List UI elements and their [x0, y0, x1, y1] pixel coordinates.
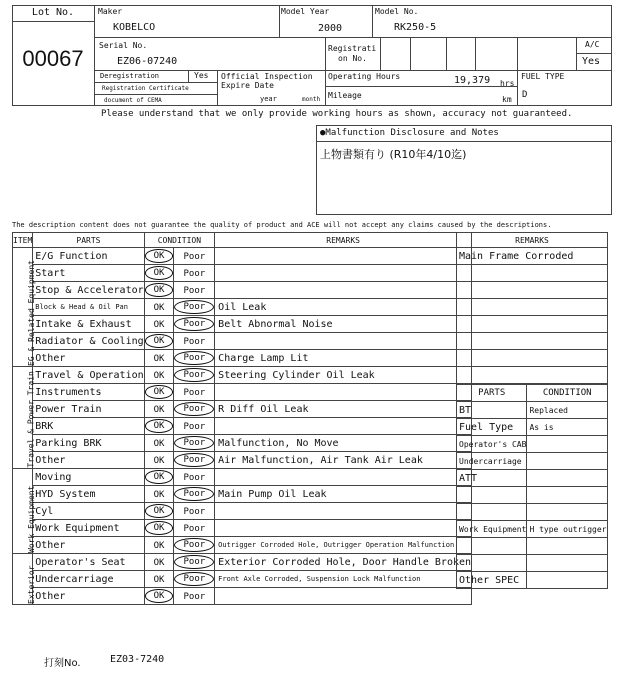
table-row: [13, 435, 472, 452]
table-row: [13, 367, 472, 384]
table-row: [13, 554, 472, 571]
ok-label: OK: [145, 249, 174, 263]
disclaimer-text: The description content does not guarantee the quality of product and ACE will not accept any claims caused by the descriptions.: [12, 221, 552, 229]
poor-label: Poor: [174, 453, 214, 467]
parts-cell: BT: [457, 402, 527, 419]
poor-label: Poor: [183, 523, 206, 534]
parts-cell: [457, 555, 527, 572]
parts-grid: [456, 384, 608, 589]
ok-label: OK: [153, 404, 165, 415]
ok-cell: [144, 418, 174, 435]
parts-row: [457, 538, 608, 555]
model-year-label: Model Year: [281, 7, 330, 16]
dereg-label: Deregistration: [100, 72, 160, 80]
ok-cell: [144, 469, 174, 486]
poor-label: Poor: [183, 506, 206, 517]
part-name: Other: [33, 537, 144, 554]
mileage-label: Mileage: [328, 91, 362, 100]
parts-cell: [457, 504, 527, 521]
remarks-cell: [457, 367, 608, 384]
remarks-row: [457, 248, 608, 265]
item-header: ITEM: [13, 233, 33, 248]
remarks-cell: [457, 333, 608, 350]
ok-cell: [144, 265, 174, 282]
remark-text: Main Pump Oil Leak: [215, 486, 472, 503]
table-row: [13, 588, 472, 605]
remarks-row: [457, 299, 608, 316]
ok-cell: [144, 384, 174, 401]
remark-text: [215, 384, 472, 401]
table-row: [13, 520, 472, 537]
remark-text: [215, 588, 472, 605]
ok-cell: [144, 554, 174, 571]
condition-cell: [527, 470, 608, 487]
poor-cell: [174, 486, 215, 503]
poor-label: Poor: [174, 317, 214, 331]
ok-label: OK: [153, 302, 165, 313]
ok-label: OK: [145, 419, 174, 433]
part-name: BRK: [33, 418, 144, 435]
poor-cell: [174, 452, 215, 469]
item-group: [13, 469, 36, 554]
poor-cell: [174, 282, 215, 299]
month-label: month: [302, 96, 321, 103]
lot-label: Lot No.: [31, 7, 75, 18]
part-name: Travel & Operation: [33, 367, 144, 384]
ok-cell: [144, 520, 174, 537]
ok-label: OK: [145, 385, 174, 399]
poor-cell: [174, 554, 215, 571]
ok-cell: [144, 333, 174, 350]
remark-text: R Diff Oil Leak: [215, 401, 472, 418]
parts-row: [457, 470, 608, 487]
fuel-type-value: D: [522, 90, 528, 100]
ok-cell: [144, 350, 174, 367]
condition-col-header: CONDITION: [527, 385, 608, 402]
poor-label: Poor: [183, 251, 206, 262]
remark-text: [215, 503, 472, 520]
table-row: [13, 401, 472, 418]
remarks-header: REMARKS: [215, 233, 472, 248]
ok-cell: [144, 401, 174, 418]
remark-text: [215, 333, 472, 350]
condition-cell: [527, 453, 608, 470]
table-row: [13, 503, 472, 520]
remark-text: Front Axle Corroded, Suspension Lock Malfunction: [215, 571, 472, 588]
part-name: Other: [33, 588, 144, 605]
poor-label: Poor: [174, 402, 214, 416]
table-row: [13, 333, 472, 350]
poor-cell: [174, 248, 215, 265]
remark-text: Charge Lamp Lit: [215, 350, 472, 367]
remark-text: [215, 418, 472, 435]
parts-row: [457, 572, 608, 589]
notice-text: Please understand that we only provide working hours as shown, accuracy not guaranteed.: [101, 109, 573, 119]
remarks-cell: [457, 299, 608, 316]
fuel-type-label: FUEL TYPE: [521, 72, 565, 81]
poor-label: Poor: [174, 555, 214, 569]
condition-cell: [527, 487, 608, 504]
poor-label: Poor: [183, 472, 206, 483]
part-name: Instruments: [33, 384, 144, 401]
part-name: Radiator & Cooling: [33, 333, 144, 350]
stamp-value: EZ03-7240: [110, 654, 165, 665]
poor-label: Poor: [183, 591, 206, 602]
condition-cell: [527, 555, 608, 572]
poor-label: Poor: [183, 387, 206, 398]
remarks-grid: [456, 232, 608, 384]
ok-label: OK: [153, 319, 165, 330]
ac-value: Yes: [582, 56, 601, 67]
ok-label: OK: [153, 370, 165, 381]
table-row: [13, 316, 472, 333]
table-row: [13, 265, 472, 282]
condition-cell: [527, 572, 608, 589]
poor-label: Poor: [183, 285, 206, 296]
part-name: HYD System: [33, 486, 144, 503]
poor-cell: [174, 418, 215, 435]
year-label: year: [260, 95, 277, 103]
parts-row: [457, 419, 608, 436]
remarks-row: [457, 316, 608, 333]
remark-text: [215, 282, 472, 299]
cema-label: document of CEMA: [104, 97, 162, 104]
ok-label: OK: [145, 266, 174, 280]
serial-value: EZ06-07240: [117, 56, 178, 67]
item-group: [13, 367, 36, 469]
serial-label: Serial No.: [99, 41, 148, 50]
ok-cell: [144, 299, 174, 316]
ok-cell: [144, 503, 174, 520]
condition-cell: H type outrigger: [527, 521, 608, 538]
remarks-cell: [457, 316, 608, 333]
condition-grid: [12, 232, 472, 605]
parts-cell: Undercarriage: [457, 453, 527, 470]
table-row: [13, 571, 472, 588]
ok-cell: [144, 486, 174, 503]
parts-cell: ATT: [457, 470, 527, 487]
poor-cell: [174, 401, 215, 418]
poor-cell: [174, 333, 215, 350]
part-name: Undercarriage: [33, 571, 144, 588]
poor-label: Poor: [174, 300, 214, 314]
remark-text: Malfunction, No Move: [215, 435, 472, 452]
poor-cell: [174, 503, 215, 520]
item-group-label: EG & Related Equipment: [26, 259, 36, 366]
remarks-cell: [457, 265, 608, 282]
parts-cell: Operator's CAB: [457, 436, 527, 453]
poor-label: Poor: [174, 572, 214, 586]
parts-cell: [457, 538, 527, 555]
ok-label: OK: [145, 334, 174, 348]
ok-cell: [144, 537, 174, 554]
table-row: [13, 418, 472, 435]
poor-cell: [174, 520, 215, 537]
dereg-value: Yes: [194, 71, 209, 80]
table-row: [13, 299, 472, 316]
part-name: Operator's Seat: [33, 554, 144, 571]
right-remarks-table: [456, 232, 608, 384]
ok-label: OK: [153, 557, 165, 568]
ok-cell: [144, 588, 174, 605]
ok-cell: [144, 452, 174, 469]
poor-label: Poor: [183, 336, 206, 347]
malfunction-box: [316, 125, 612, 215]
item-group: [13, 554, 36, 605]
remarks-cell: [457, 282, 608, 299]
poor-cell: [174, 588, 215, 605]
ok-cell: [144, 282, 174, 299]
remark-text: [215, 248, 472, 265]
part-name: Other: [33, 452, 144, 469]
part-name: Other: [33, 350, 144, 367]
registration-label-2: on No.: [338, 54, 367, 63]
parts-row: [457, 436, 608, 453]
poor-cell: [174, 350, 215, 367]
poor-label: Poor: [174, 487, 214, 501]
condition-table: [12, 232, 472, 605]
registration-label: Registrati: [328, 44, 377, 53]
parts-row: [457, 402, 608, 419]
table-row: [13, 282, 472, 299]
malfunction-title: ●Malfunction Disclosure and Notes: [320, 128, 499, 138]
table-row: [13, 537, 472, 554]
condition-cell: [527, 504, 608, 521]
ok-label: OK: [153, 540, 165, 551]
remark-text: [215, 469, 472, 486]
parts-cell: Other SPEC: [457, 572, 527, 589]
model-no-label: Model No.: [375, 7, 419, 16]
malfunction-text: 上物書類有り (R10年4/10迄): [320, 148, 467, 161]
item-group-label: Work Equipment: [26, 485, 36, 553]
poor-cell: [174, 537, 215, 554]
part-name: Start: [33, 265, 144, 282]
remark-text: Steering Cylinder Oil Leak: [215, 367, 472, 384]
condition-cell: [527, 436, 608, 453]
part-name: E/G Function: [33, 248, 144, 265]
parts-row: [457, 504, 608, 521]
remark-text: Outrigger Corroded Hole, Outrigger Operation Malfunction: [215, 537, 472, 554]
remark-text: Exterior Corroded Hole, Door Handle Broken: [215, 554, 472, 571]
parts-col-header: PARTS: [457, 385, 527, 402]
poor-cell: [174, 435, 215, 452]
part-name: Intake & Exhaust: [33, 316, 144, 333]
ac-label: A/C: [585, 40, 600, 49]
remarks-cell: Main Frame Corroded: [457, 248, 608, 265]
condition-cell: Replaced: [527, 402, 608, 419]
remarks-row: [457, 282, 608, 299]
table-row: [13, 350, 472, 367]
part-name: Moving: [33, 469, 144, 486]
official-inspection-label: Official Inspection: [221, 72, 313, 81]
model-no-value: RK250-5: [394, 22, 437, 33]
ok-label: OK: [153, 353, 165, 364]
right-remarks-header: REMARKS: [457, 233, 608, 248]
ok-label: OK: [145, 504, 174, 518]
ok-label: OK: [153, 489, 165, 500]
poor-cell: [174, 367, 215, 384]
condition-cell: As is: [527, 419, 608, 436]
lot-number: 00067: [22, 46, 84, 71]
km-unit: km: [502, 95, 512, 104]
table-row: [13, 248, 472, 265]
remark-text: Air Malfunction, Air Tank Air Leak: [215, 452, 472, 469]
parts-row: [457, 521, 608, 538]
poor-cell: [174, 384, 215, 401]
table-row: [13, 469, 472, 486]
part-name: Parking BRK: [33, 435, 144, 452]
parts-cell: Fuel Type: [457, 419, 527, 436]
remarks-row: [457, 350, 608, 367]
item-group: [13, 248, 36, 367]
ok-label: OK: [153, 455, 165, 466]
parts-row: [457, 453, 608, 470]
poor-cell: [174, 316, 215, 333]
poor-label: Poor: [183, 421, 206, 432]
poor-label: Poor: [183, 268, 206, 279]
part-name: Work Equipment: [33, 520, 144, 537]
parts-row: [457, 487, 608, 504]
ok-label: OK: [145, 470, 174, 484]
parts-cell: Work Equipment: [457, 521, 527, 538]
operating-hours-label: Operating Hours: [328, 72, 401, 81]
parts-row: [457, 555, 608, 572]
ok-cell: [144, 435, 174, 452]
condition-header: CONDITION: [144, 233, 215, 248]
ok-cell: [144, 571, 174, 588]
ok-label: OK: [153, 574, 165, 585]
remark-text: [215, 265, 472, 282]
remarks-row: [457, 265, 608, 282]
part-name: Power Train: [33, 401, 144, 418]
table-row: [13, 384, 472, 401]
table-row: [13, 452, 472, 469]
item-group-label: Travel & Power Train: [26, 371, 36, 468]
ok-cell: [144, 367, 174, 384]
reg-cert-label: Registration Certificate: [102, 85, 189, 92]
poor-label: Poor: [174, 368, 214, 382]
part-name: Stop & Accelerator: [33, 282, 144, 299]
maker-value: KOBELCO: [113, 22, 156, 33]
ok-cell: [144, 316, 174, 333]
poor-cell: [174, 571, 215, 588]
ok-label: OK: [153, 438, 165, 449]
poor-label: Poor: [174, 351, 214, 365]
ok-cell: [144, 248, 174, 265]
hrs-unit: hrs: [500, 79, 515, 88]
ok-label: OK: [145, 521, 174, 535]
remark-text: Belt Abnormal Noise: [215, 316, 472, 333]
stamp-label: 打刻No.: [44, 658, 81, 669]
ok-label: OK: [145, 589, 174, 603]
remark-text: Oil Leak: [215, 299, 472, 316]
table-row: [13, 486, 472, 503]
remark-text: [215, 520, 472, 537]
poor-cell: [174, 469, 215, 486]
parts-cell: [457, 487, 527, 504]
poor-cell: [174, 299, 215, 316]
item-group-label: Exterior: [26, 564, 36, 604]
poor-label: Poor: [174, 538, 214, 552]
condition-cell: [527, 538, 608, 555]
right-parts-table: [456, 384, 608, 589]
ok-label: OK: [145, 283, 174, 297]
remarks-cell: [457, 350, 608, 367]
remarks-row: [457, 333, 608, 350]
part-name: Cyl: [33, 503, 144, 520]
poor-cell: [174, 265, 215, 282]
poor-label: Poor: [174, 436, 214, 450]
parts-header: PARTS: [33, 233, 144, 248]
expire-date-label: Expire Date: [221, 81, 274, 90]
part-name: Block & Head & Oil Pan: [33, 299, 144, 316]
remarks-row: [457, 367, 608, 384]
model-year-value: 2000: [318, 23, 343, 34]
maker-label: Maker: [98, 7, 123, 16]
operating-hours-value: 19,379: [454, 75, 491, 86]
